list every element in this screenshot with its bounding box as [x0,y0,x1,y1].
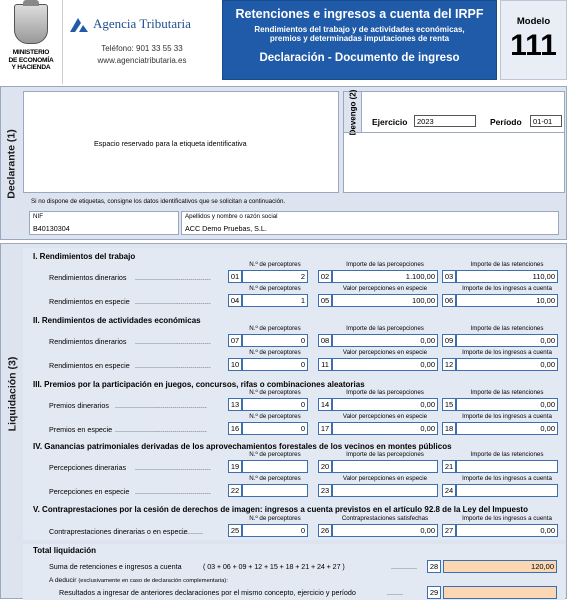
casilla-20-value[interactable] [332,460,438,473]
casilla-19-number: 19 [228,460,242,473]
casilla-16-value[interactable]: 0 [242,422,308,435]
casilla-06-value[interactable]: 10,00 [456,294,558,307]
casilla-08-value[interactable]: 0,00 [332,334,438,347]
casilla-22-value[interactable] [242,484,308,497]
row-dots-04: ...................................... [135,297,211,306]
casilla-27-value[interactable]: 0,00 [456,524,558,537]
casilla-20-number: 20 [318,460,332,473]
coat-of-arms-icon [14,4,48,44]
agencia-title: Agencia Tributaria [93,16,191,31]
ministerio-line-1: MINISTERIO [12,49,50,56]
casilla-25-value[interactable]: 0 [242,524,308,537]
casilla-28-number: 28 [427,560,441,573]
casilla-13-number: 13 [228,398,242,411]
nombre-box [181,211,559,235]
agencia-web: www.agenciatributaria.es [97,56,187,65]
casilla-03-number: 03 [442,270,456,283]
row-dots-13: .............................................. [115,401,207,410]
section-title-s1: I. Rendimientos del trabajo [33,252,136,261]
casilla-29-number: 29 [427,586,441,599]
casilla-26-value[interactable]: 0,00 [332,524,438,537]
section-title-s3: III. Premios por la participación en juegos, concursos, rifas o combinaciones aleatorias [33,380,365,389]
casilla-28-value[interactable]: 120,00 [443,560,557,573]
casilla-11-number: 11 [318,358,332,371]
devengo-divider [344,132,564,133]
deducir-note: (exclusivamente en caso de declaración complementaria): [78,578,228,584]
row-label-19: Percepciones dinerarias [49,463,127,472]
periodo-label: Período [490,117,522,127]
casilla-12-number: 12 [442,358,456,371]
etiqueta-note: Si no dispone de etiquetas, consigne los datos identificativos que se solicitan a continuación. [31,198,286,205]
declarante-section [0,86,567,240]
modelo-number: 111 [510,29,557,62]
col-header-12: Importe de los ingresos a cuenta [462,349,552,356]
casilla-17-value[interactable]: 0,00 [332,422,438,435]
col-header-23: Valor percepciones en especie [342,475,428,482]
casilla-10-number: 10 [228,358,242,371]
casilla-06-number: 06 [442,294,456,307]
col-header-04: N.º de perceptores [249,285,301,292]
casilla-17-number: 17 [318,422,332,435]
col-header-14: Importe de las percepciones [346,389,424,396]
total-liquidacion-title: Total liquidación [33,546,96,555]
row-label-01: Rendimientos dinerarios [49,273,127,282]
casilla-21-number: 21 [442,460,456,473]
nif-label: NIF [33,213,43,220]
casilla-08-number: 08 [318,334,332,347]
casilla-25-number: 25 [228,524,242,537]
col-header-22: N.º de perceptores [249,475,301,482]
section-title-s4: IV. Ganancias patrimoniales derivadas de los aprovechamientos forestales de los vecinos en montes públicos [33,442,452,451]
ejercicio-label: Ejercicio [372,117,408,127]
row-label-13: Premios dinerarios [49,401,109,410]
casilla-26-number: 26 [318,524,332,537]
col-header-06: Importe de los ingresos a cuenta [462,285,552,292]
casilla-14-number: 14 [318,398,332,411]
nombre-value[interactable]: ACC Demo Pruebas, S.L. [185,224,267,233]
agencia-telefono: Teléfono: 901 33 55 33 [101,44,183,53]
row-label-16: Premios en especie [49,425,113,434]
row-label-10: Rendimientos en especie [49,361,130,370]
devengo-label-box [344,89,362,135]
modelo-block [500,0,567,80]
liquidacion-side-label: Liquidación (3) [6,356,19,432]
col-header-20: Importe de las percepciones [346,451,424,458]
nombre-label: Apellidos y nombre o razón social [185,213,278,220]
row-dots-22: ...................................... [135,487,211,496]
periodo-field[interactable]: 01-01 [530,115,562,127]
col-header-09: Importe de las retenciones [470,325,544,332]
etiqueta-area [23,91,339,193]
col-header-26: Contraprestaciones satisfechas [341,515,429,522]
row-dots-25: .......... [183,527,203,536]
col-header-13: N.º de perceptores [249,389,301,396]
casilla-24-number: 24 [442,484,456,497]
casilla-16-number: 16 [228,422,242,435]
col-header-11: Valor percepciones en especie [342,349,428,356]
col-header-01: N.º de perceptores [249,261,301,268]
row-label-22: Percepciones en especie [49,487,130,496]
resultados-dots: ........ [387,588,403,597]
form-title: Retenciones e ingresos a cuenta del IRPF [235,7,484,21]
liquidacion-body [23,248,565,540]
doc-title: Declaración - Documento de ingreso [259,52,460,64]
ministerio-line-2: DE ECONOMÍA [8,56,54,64]
col-header-05: Valor percepciones en especie [342,285,428,292]
col-header-24: Importe de los ingresos a cuenta [462,475,552,482]
col-header-03: Importe de las retenciones [470,261,544,268]
casilla-23-value[interactable] [332,484,438,497]
form-subtitle-2: premios y determinadas imputaciones de renta [269,34,450,43]
form-subtitle-1: Rendimientos del trabajo y de actividades económicas, [254,25,465,34]
col-header-27: Importe de los ingresos a cuenta [462,515,552,522]
col-header-16: N.º de perceptores [249,413,301,420]
casilla-09-number: 09 [442,334,456,347]
etiqueta-text: Espacio reservado para la etiqueta identificativa [94,139,247,148]
declarante-side-label: Declarante (1) [6,129,19,199]
casilla-02-number: 02 [318,270,332,283]
casilla-23-number: 23 [318,484,332,497]
casilla-24-value[interactable] [456,484,558,497]
casilla-04-number: 04 [228,294,242,307]
agencia-logo-icon [68,16,90,34]
row-dots-07: ...................................... [135,337,211,346]
row-label-25: Contraprestaciones dinerarias o en especie [49,527,188,536]
liquidacion-section [0,243,567,599]
casilla-03-value[interactable]: 110,00 [456,270,558,283]
resultados-label: Resultados a ingresar de anteriores declaraciones por el mismo concepto, ejercicio y período [59,588,356,597]
casilla-27-number: 27 [442,524,456,537]
suma-label: Suma de retenciones e ingresos a cuenta [49,562,182,571]
col-header-10: N.º de perceptores [249,349,301,356]
deducir-line [49,577,228,584]
modelo-label: Modelo [516,16,551,27]
col-header-15: Importe de las retenciones [470,389,544,396]
casilla-01-number: 01 [228,270,242,283]
casilla-02-value[interactable]: 1.100,00 [332,270,438,283]
deducir-label: A deducir [49,577,77,584]
row-dots-10: ...................................... [135,361,211,370]
devengo-label: Devengo (2) [348,89,358,135]
casilla-07-value[interactable]: 0 [242,334,308,347]
row-dots-16: .............................................. [115,425,207,434]
ministerio-name [0,49,62,72]
ejercicio-field[interactable]: 2023 [414,115,476,127]
casilla-13-value[interactable]: 0 [242,398,308,411]
casilla-07-number: 07 [228,334,242,347]
ministerio-logo [0,0,62,84]
suma-formula: ( 03 + 06 + 09 + 12 + 15 + 18 + 21 + 24 + 27 ) [203,562,345,571]
casilla-15-value[interactable]: 0,00 [456,398,558,411]
row-label-07: Rendimientos dinerarios [49,337,127,346]
section-title-s2: II. Rendimientos de actividades económicas [33,316,201,325]
suma-dots: ............. [391,562,417,571]
casilla-29-value[interactable] [443,586,557,599]
form-title-block [222,0,497,80]
casilla-19-value[interactable] [242,460,308,473]
col-header-17: Valor percepciones en especie [342,413,428,420]
form-header [0,0,567,84]
casilla-22-number: 22 [228,484,242,497]
row-dots-19: ...................................... [135,463,211,472]
casilla-04-value[interactable]: 1 [242,294,308,307]
row-dots-01: ...................................... [135,273,211,282]
casilla-18-number: 18 [442,422,456,435]
section-title-s5: V. Contraprestaciones por la cesión de derechos de imagen: ingresos a cuenta previstos en el artículo 92.8 de la Ley del Impuesto [33,505,528,514]
col-header-02: Importe de las percepciones [346,261,424,268]
casilla-12-value[interactable]: 0,00 [456,358,558,371]
devengo-area [343,91,565,193]
casilla-11-value[interactable]: 0,00 [332,358,438,371]
casilla-05-value[interactable]: 100,00 [332,294,438,307]
casilla-10-value[interactable]: 0 [242,358,308,371]
col-header-07: N.º de perceptores [249,325,301,332]
casilla-15-number: 15 [442,398,456,411]
casilla-01-value[interactable]: 2 [242,270,308,283]
total-block [23,544,565,600]
casilla-21-value[interactable] [456,460,558,473]
casilla-18-value[interactable]: 0,00 [456,422,558,435]
agencia-tributaria-block [62,0,220,84]
ministerio-line-3: Y HACIENDA [11,64,51,72]
col-header-19: N.º de perceptores [249,451,301,458]
casilla-14-value[interactable]: 0,00 [332,398,438,411]
casilla-05-number: 05 [318,294,332,307]
col-header-18: Importe de los ingresos a cuenta [462,413,552,420]
col-header-25: N.º de perceptores [249,515,301,522]
col-header-21: Importe de las retenciones [470,451,544,458]
row-label-04: Rendimientos en especie [49,297,130,306]
nif-value[interactable]: B40130304 [33,224,70,233]
col-header-08: Importe de las percepciones [346,325,424,332]
nif-box [29,211,179,235]
casilla-09-value[interactable]: 0,00 [456,334,558,347]
